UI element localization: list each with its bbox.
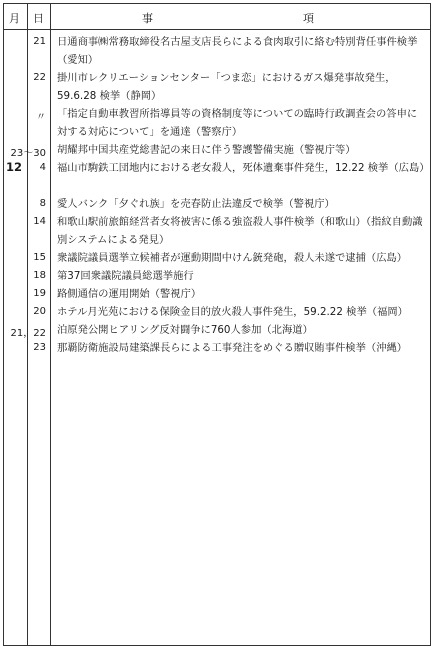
row-day: 〃	[36, 112, 46, 123]
row-day: 4	[39, 162, 46, 173]
header-month: 月	[9, 12, 20, 25]
row-day: 23	[33, 342, 46, 353]
header-divider	[3, 29, 431, 30]
header-event-2: 項	[303, 12, 314, 25]
row-day: 21	[33, 36, 46, 47]
row-day: 14	[33, 216, 46, 227]
row-event: 衆議院議員選挙立候補者が運動期間中けん銃発砲，殺人未遂で逮捕（広島）	[57, 252, 408, 264]
row-day: 18	[33, 270, 46, 281]
row-event: ホテル月光苑における保険金目的放火殺人事件発生，59.2.22 検挙（福岡）	[57, 306, 408, 318]
row-event: 「指定自動車教習所指導員等の資格制度等についての臨時行政調査会の答申に対する対応について」を通達（警察庁）	[57, 108, 418, 138]
row-day: 15	[33, 252, 46, 263]
row-day: 22	[33, 72, 46, 83]
header-event-1: 事	[142, 12, 153, 25]
row-day: 8	[39, 198, 46, 209]
row-day: 20	[33, 306, 46, 317]
row-event: 福山市駒鉄工団地内における老女殺人，死体遺棄事件発生，12.22 検挙（広島）	[57, 162, 430, 174]
row-event: 第37回衆議院議員総選挙施行	[57, 270, 194, 282]
row-event: 愛人バンク「夕ぐれ族」を売春防止法違反で検挙（警視庁）	[57, 198, 335, 210]
row-event: 泊原発公開ヒアリング反対闘争に760人参加（北海道）	[57, 324, 313, 336]
row-day: 19	[33, 288, 46, 299]
row-event: 日通商事㈱常務取締役名古屋支店長らによる食肉取引に絡む特別背任事件検挙（愛知）	[57, 36, 418, 66]
column-divider-day	[50, 3, 51, 646]
header-day: 日	[33, 12, 44, 25]
row-month: 12	[6, 160, 23, 174]
row-event: 胡耀邦中国共産党総書記の来日に伴う警護警備実施（警視庁等）	[57, 144, 356, 156]
row-day: 21，22	[10, 328, 46, 339]
row-event: 和歌山駅前旅館経営者女将被害に係る強盗殺人事件検挙（和歌山）（指紋自動識別システムによる発見）	[57, 216, 423, 246]
row-day: 23～30	[10, 148, 46, 159]
row-event: 那覇防衛施設局建築課長らによる工事発注をめぐる贈収賄事件検挙（沖縄）	[57, 342, 408, 354]
row-event: 路側通信の運用開始（警視庁）	[57, 288, 202, 300]
row-event: 掛川市レクリエーションセンター「つま恋」におけるガス爆発事故発生，59.6.28 検挙（静岡）	[57, 72, 396, 102]
